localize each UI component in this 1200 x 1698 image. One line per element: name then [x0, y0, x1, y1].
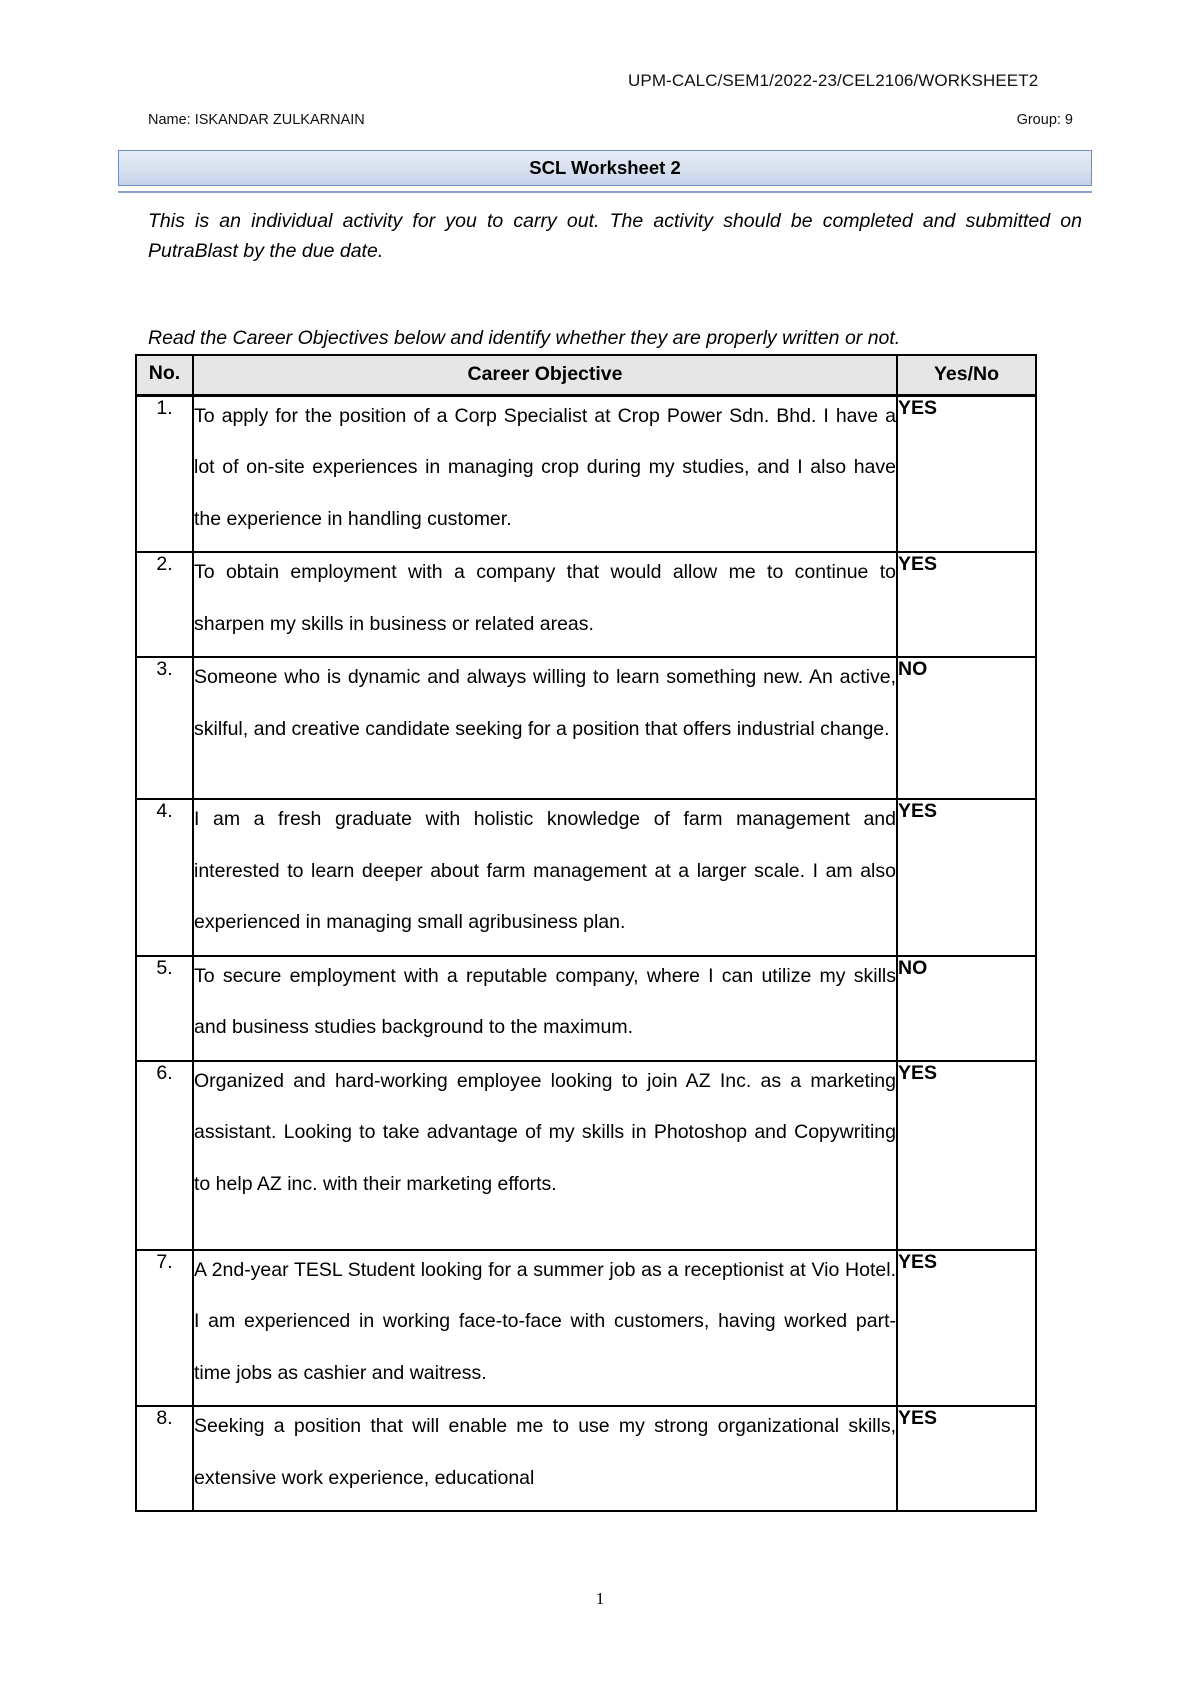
table-row [136, 1250, 1036, 1407]
banner-underline [118, 191, 1092, 193]
worksheet-title: SCL Worksheet 2 [529, 157, 681, 178]
table-row [136, 799, 1036, 956]
row-objective [193, 799, 897, 956]
row-number: 4. [136, 799, 193, 956]
career-objectives-table [135, 354, 1037, 1512]
header-career-objective: Career Objective [193, 355, 897, 395]
row-objective [193, 956, 897, 1061]
page-number: 1 [595, 1589, 605, 1608]
row-objective-text: To secure employment with a reputable company, where I can utilize my skills and business studies background to the maximum. [194, 964, 896, 1038]
row-answer: YES [897, 1250, 1036, 1407]
row-number: 2. [136, 552, 193, 657]
row-answer: YES [897, 395, 1036, 552]
row-answer: NO [897, 956, 1036, 1061]
instruction-text: Read the Career Objectives below and identify whether they are properly written or not. [148, 327, 901, 349]
worksheet-title-banner [118, 150, 1092, 186]
row-number: 8. [136, 1406, 193, 1511]
row-objective-text: To apply for the position of a Corp Specialist at Crop Power Sdn. Bhd. I have a lot of on-site experiences in managing crop during my studies, and I also have the experience in handling customer. [194, 404, 896, 530]
header-no: No. [136, 355, 193, 395]
row-objective [193, 395, 897, 552]
row-number: 1. [136, 395, 193, 552]
row-objective-text: Organized and hard-working employee looking to join AZ Inc. as a marketing assistant. Looking to take advantage of my skills in Photoshop and Copywriting to help AZ inc. with their marketing efforts. [194, 1069, 896, 1195]
table-row [136, 956, 1036, 1061]
row-objective [193, 1406, 897, 1511]
row-objective [193, 552, 897, 657]
row-answer: YES [897, 552, 1036, 657]
row-objective-text: Seeking a position that will enable me to use my strong organizational skills, extensive work experience, educational [194, 1415, 896, 1489]
table-row [136, 1406, 1036, 1511]
row-objective-text: A 2nd-year TESL Student looking for a summer job as a receptionist at Vio Hotel. I am experienced in working face-to-face with customers, having worked part-time jobs as cashier and waitress. [194, 1258, 896, 1384]
table-row [136, 395, 1036, 552]
row-objective [193, 657, 897, 799]
group-number: Group: 9 [1016, 112, 1073, 128]
row-number: 6. [136, 1061, 193, 1250]
row-objective [193, 1061, 897, 1250]
row-number: 5. [136, 956, 193, 1061]
table-row [136, 1061, 1036, 1250]
header-yes-no: Yes/No [897, 355, 1036, 395]
student-name: Name: ISKANDAR ZULKARNAIN [148, 112, 365, 128]
table-header-row [136, 355, 1036, 395]
row-answer: NO [897, 657, 1036, 799]
row-objective-text: To obtain employment with a company that would allow me to continue to sharpen my skills in business or related areas. [194, 561, 896, 635]
row-answer: YES [897, 799, 1036, 956]
row-number: 7. [136, 1250, 193, 1407]
table-row [136, 657, 1036, 799]
table-row [136, 552, 1036, 657]
row-objective [193, 1250, 897, 1407]
document-code: UPM-CALC/SEM1/2022-23/CEL2106/WORKSHEET2 [628, 71, 1039, 90]
row-answer: YES [897, 1061, 1036, 1250]
row-objective-text: Someone who is dynamic and always willing to learn something new. An active, skilful, and creative candidate seeking for a position that offers industrial change. [194, 666, 896, 740]
row-answer: YES [897, 1406, 1036, 1511]
row-number: 3. [136, 657, 193, 799]
row-objective-text: I am a fresh graduate with holistic knowledge of farm management and interested to learn deeper about farm management at a larger scale. I am also experienced in managing small agribusiness plan. [194, 808, 896, 933]
intro-paragraph: This is an individual activity for you to carry out. The activity should be completed and submitted on PutraBlast by the due date. [148, 210, 1082, 262]
